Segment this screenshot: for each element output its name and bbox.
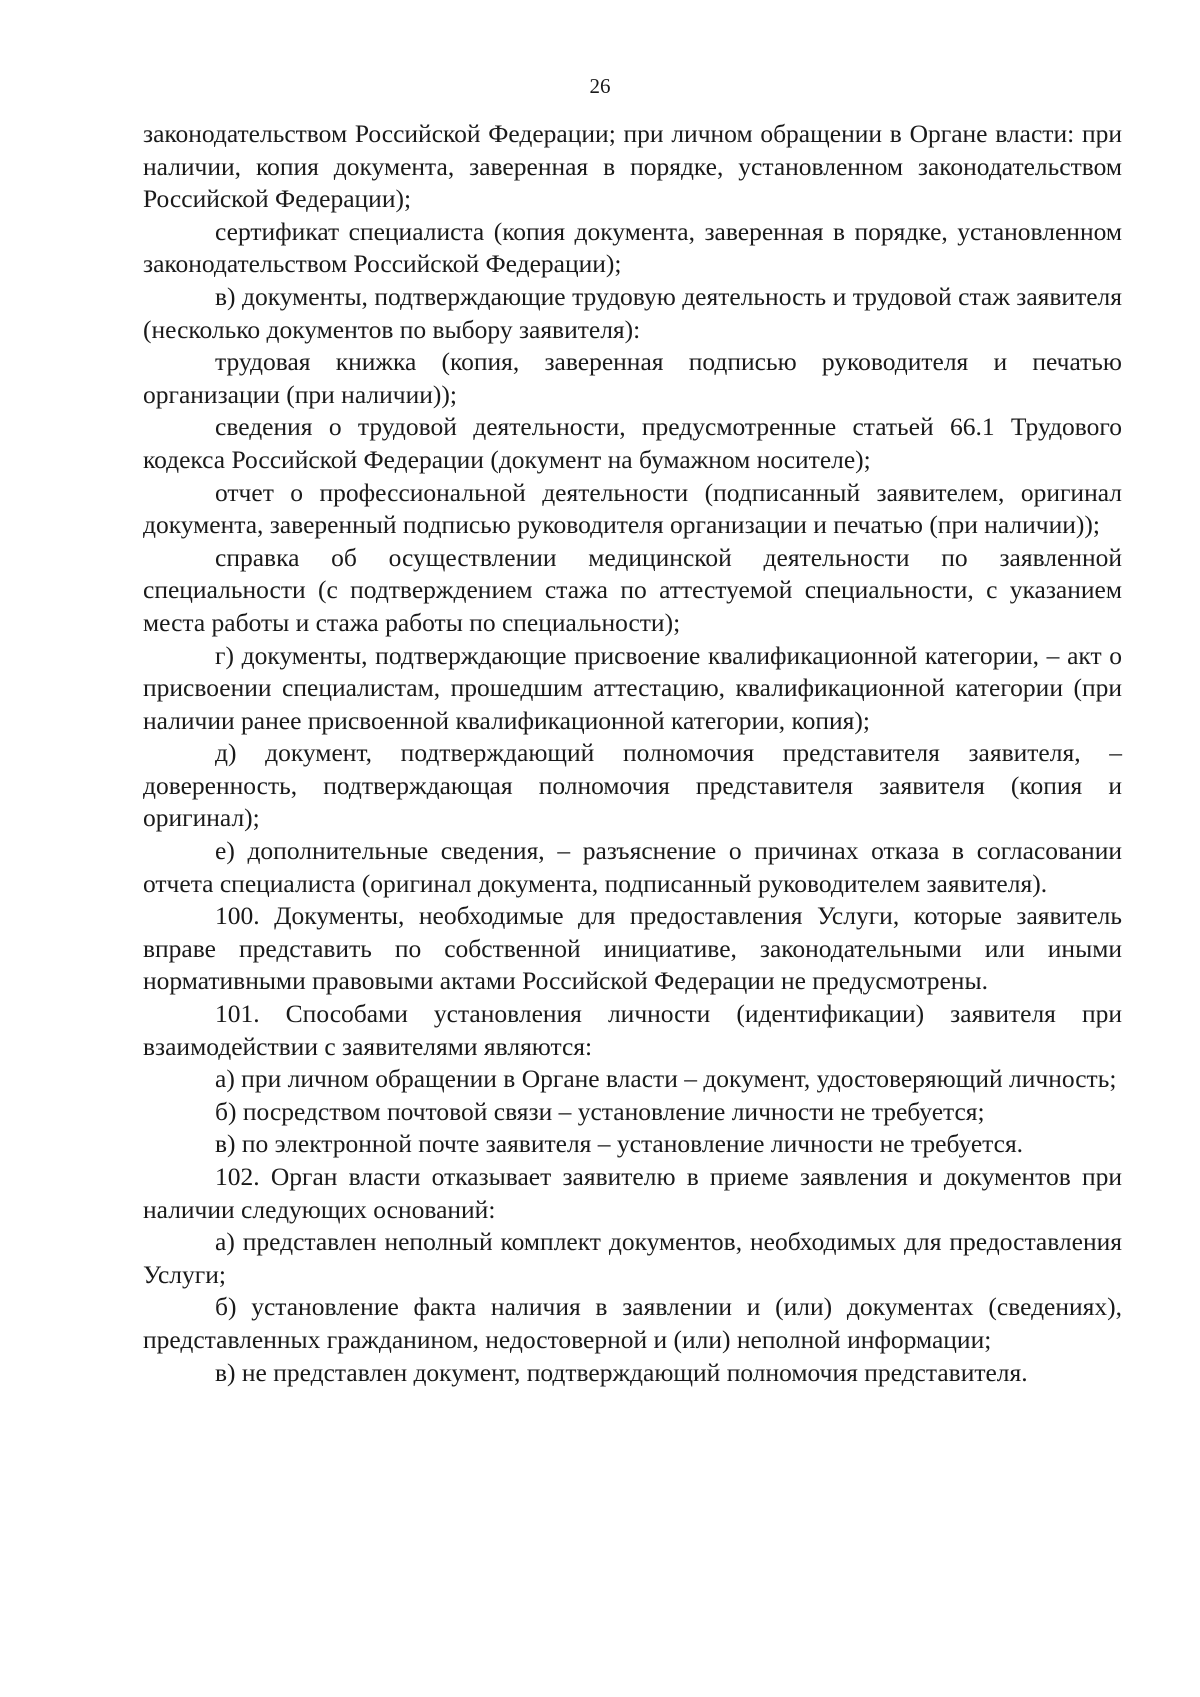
paragraph-clause-102-a: а) представлен неполный комплект документов, необходимых для предоставления Услуги; bbox=[143, 1227, 1122, 1289]
document-body bbox=[143, 118, 1122, 1389]
paragraph-work-records: сведения о трудовой деятельности, предусмотренные статьей 66.1 Трудового кодекса Российской Федерации (документ на бумажном носителе); bbox=[143, 412, 1122, 474]
paragraph-clause-102-v: в) не представлен документ, подтверждающий полномочия представителя. bbox=[215, 1357, 1028, 1387]
paragraph-item-d-power-of-attorney: д) документ, подтверждающий полномочия представителя заявителя, – доверенность, подтверждающая полномочия представителя заявителя (копия и оригинал); bbox=[143, 738, 1122, 833]
paragraph-medical-activity-certificate: справка об осуществлении медицинской деятельности по заявленной специальности (с подтверждением стажа по аттестуемой специальности, с указанием места работы и стажа работы по специальности); bbox=[143, 542, 1122, 637]
paragraph-professional-report: отчет о профессиональной деятельности (подписанный заявителем, оригинал документа, заверенный подписью руководителя организации и печатью (при наличии)); bbox=[143, 477, 1122, 540]
paragraph-item-v-work-documents: в) документы, подтверждающие трудовую деятельность и трудовой стаж заявителя (несколько документов по выбору заявителя): bbox=[143, 281, 1122, 344]
page-number: 26 bbox=[589, 74, 611, 98]
paragraph-clause-101: 101. Способами установления личности (идентификации) заявителя при взаимодействии с заявителями являются: bbox=[143, 999, 1122, 1061]
paragraph-specialist-certificate: сертификат специалиста (копия документа, заверенная в порядке, установленном законодательством Российской Федерации); bbox=[143, 216, 1122, 279]
paragraph-clause-101-a: а) при личном обращении в Органе власти – документ, удостоверяющий личность; bbox=[215, 1064, 1117, 1094]
paragraph-clause-101-v: в) по электронной почте заявителя – установление личности не требуется. bbox=[215, 1129, 1024, 1159]
paragraph-item-e-additional-info: е) дополнительные сведения, – разъяснение о причинах отказа в согласовании отчета специалиста (оригинал документа, подписанный руководителем заявителя). bbox=[143, 836, 1122, 898]
paragraph-clause-102: 102. Орган власти отказывает заявителю в приеме заявления и документов при наличии следующих оснований: bbox=[143, 1162, 1122, 1224]
paragraph-item-g-qualification: г) документы, подтверждающие присвоение квалификационной категории, – акт о присвоении специалистам, прошедшим аттестацию, квалификационной категории (при наличии ранее присвоенной квалификационной категории, копия); bbox=[143, 640, 1122, 735]
paragraph-clause-101-b: б) посредством почтовой связи – установление личности не требуется; bbox=[215, 1096, 985, 1126]
paragraph-continuation: законодательством Российской Федерации; при личном обращении в Органе власти: при наличии, копия документа, заверенная в порядке, установленном законодательством Российской Федерации); bbox=[143, 119, 1122, 214]
paragraph-clause-100: 100. Документы, необходимые для предоставления Услуги, которые заявитель вправе представить по собственной инициативе, законодательными или иными нормативными правовыми актами Российской Федерации не предусмотрены. bbox=[143, 901, 1122, 996]
paragraph-work-book: трудовая книжка (копия, заверенная подписью руководителя и печатью организации (при наличии)); bbox=[143, 347, 1122, 409]
paragraph-clause-102-b: б) установление факта наличия в заявлении и (или) документах (сведениях), представленных гражданином, недостоверной и (или) неполной информации; bbox=[143, 1292, 1122, 1354]
